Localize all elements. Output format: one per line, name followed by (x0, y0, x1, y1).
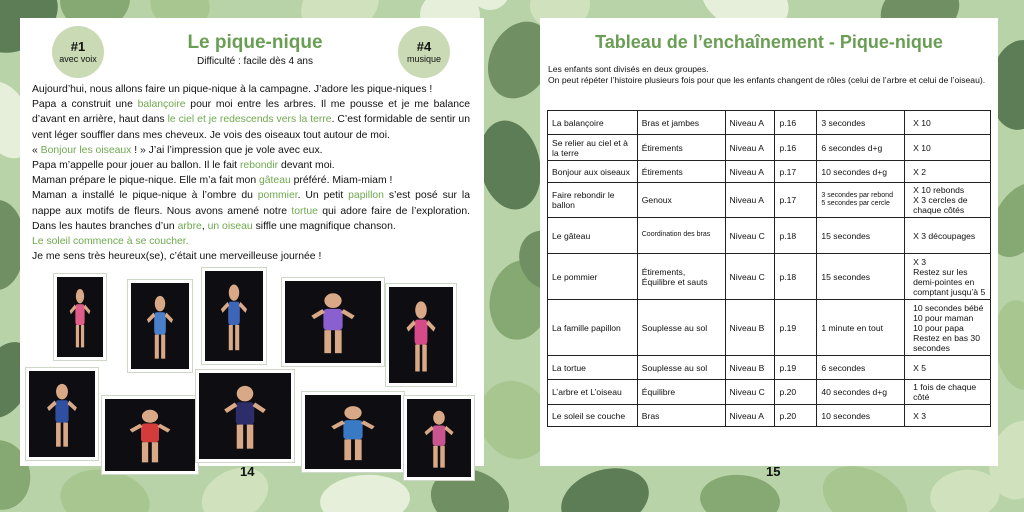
table-row (548, 161, 991, 183)
story-line: Aujourd’hui, nous allons faire un pique-nique à la campagne. J’adore les pique-niques ! (32, 84, 433, 95)
table-row (548, 300, 991, 356)
table-cell: Niveau A (725, 183, 775, 218)
table-cell: X 10 (905, 111, 991, 135)
table-cell: p.16 (775, 111, 817, 135)
left-page (20, 18, 484, 479)
sequence-table (547, 110, 991, 427)
exercise-photo (54, 274, 106, 360)
table-cell: Niveau A (725, 111, 775, 135)
table-cell: X 10 rebonds X 3 cercles de chaque côtés (905, 183, 991, 218)
exercise-photo (128, 280, 192, 372)
exercise-photo (196, 370, 294, 462)
exercise-photo (404, 396, 474, 480)
exercise-photo (202, 268, 266, 364)
table-row (548, 183, 991, 218)
table-cell: p.19 (775, 300, 817, 356)
story-paragraph: « Bonjour les oiseaux ! » J’ai l’impression que je vole avec eux. (32, 144, 323, 156)
badge-number: #1 (70, 38, 86, 54)
table-cell: p.20 (775, 380, 817, 405)
table-cell: 3 secondes (817, 111, 905, 135)
difficulty-label: Difficulté : facile dès 4 ans (197, 56, 313, 67)
exercise-photo (102, 396, 198, 474)
table-cell: 40 secondes d+g (817, 380, 905, 405)
table-cell: La famille papillon (548, 300, 638, 356)
table-cell: p.17 (775, 161, 817, 183)
table-cell: 1 minute en tout (817, 300, 905, 356)
background-blob (318, 472, 411, 512)
table-cell: Niveau A (725, 161, 775, 183)
table-row (548, 111, 991, 135)
table-row (548, 405, 991, 427)
table-cell: Le soleil se couche (548, 405, 638, 427)
story-line: Le soleil commence à se coucher. (32, 236, 189, 248)
page-title: Le pique-nique (187, 32, 323, 53)
table-cell: 10 secondes d+g (817, 161, 905, 183)
table-row (548, 254, 991, 300)
table-cell: Le pommier (548, 254, 638, 300)
table-cell: p.16 (775, 135, 817, 161)
table-cell: p.18 (775, 254, 817, 300)
table-cell: Souplesse au sol (637, 300, 725, 356)
table-cell: X 5 (905, 356, 991, 380)
badge-label: avec voix (59, 53, 97, 64)
table-cell: Souplesse au sol (637, 356, 725, 380)
table-cell: 3 secondes par rebond 5 secondes par cercle (817, 183, 905, 218)
table-cell: p.20 (775, 405, 817, 427)
table-cell: p.19 (775, 356, 817, 380)
table-row (548, 380, 991, 405)
table-row (548, 135, 991, 161)
story-line: Je me sens très heureux(se), c’était une merveilleuse journée ! (32, 251, 322, 263)
table-cell: Bras (637, 405, 725, 427)
table-cell: L’arbre et L’oiseau (548, 380, 638, 405)
story-paragraph: Maman a installé le pique-nique à l’ombre du pommier. Un petit papillon s’est posé sur la nappe aux motifs de fleurs. Nous avons amené notre tortue qui adore faire de l’exploration. Dans les hautes branches d’un arbre, un oiseau siffle une magnifique chanson. (32, 190, 470, 232)
story-paragraph: Maman prépare le pique-nique. Elle m’a fait mon gâteau préféré. Miam-miam ! (32, 175, 393, 187)
right-page (540, 18, 998, 479)
intro-line: Les enfants sont divisés en deux groupes. (548, 64, 709, 74)
exercise-photo (282, 278, 384, 366)
story-text (32, 82, 470, 264)
table-cell: Équilibre (637, 380, 725, 405)
table-cell: 15 secondes (817, 254, 905, 300)
table-title: Tableau de l’enchaînement - Pique-nique (595, 32, 943, 52)
exercise-photo (386, 284, 456, 386)
table-cell: Étirements, Équilibre et sauts (637, 254, 725, 300)
table-cell: Étirements (637, 135, 725, 161)
table-cell: Coordination des bras (637, 218, 725, 254)
table-cell: La tortue (548, 356, 638, 380)
table-cell: p.17 (775, 183, 817, 218)
badge-number: #4 (416, 38, 432, 54)
table-cell: X 10 (905, 135, 991, 161)
table-cell: Niveau B (725, 356, 775, 380)
voice-badge (52, 26, 104, 78)
table-cell: Niveau C (725, 254, 775, 300)
table-cell: Niveau C (725, 380, 775, 405)
table-cell: X 3 Restez sur les demi-pointes en comptant jusqu’à 5 (905, 254, 991, 300)
table-cell: 15 secondes (817, 218, 905, 254)
badge-label: musique (406, 53, 442, 64)
table-cell: 10 secondes bébé 10 pour maman 10 pour papa Restez en bas 30 secondes (905, 300, 991, 356)
intro-text (548, 64, 990, 86)
table-cell: Se relier au ciel et à la terre (548, 135, 638, 161)
table-cell: Genoux (637, 183, 725, 218)
story-paragraph: Papa a construit une balançoire pour moi entre les arbres. Il me pousse et je me balance d’avant en arrière, haut dans le ciel et je redescends vers la terre. C’est formidable de sentir un vent léger souffler dans mes cheveux. Je vois des oiseaux tout autour de moi. (32, 99, 470, 141)
table-cell: Niveau C (725, 218, 775, 254)
table-cell: La balançoire (548, 111, 638, 135)
table-cell: p.18 (775, 218, 817, 254)
music-badge (398, 26, 450, 78)
table-cell: 6 secondes (817, 356, 905, 380)
table-cell: Bras et jambes (637, 111, 725, 135)
table-row (548, 356, 991, 380)
page-number: 14 (240, 464, 255, 479)
intro-line: On peut répéter l’histoire plusieurs fois pour que les enfants changent de rôles (celui de l’arbre et celui de l’oiseau). (548, 75, 986, 85)
table-cell: X 3 découpages (905, 218, 991, 254)
table-cell: Niveau A (725, 405, 775, 427)
table-cell: 6 secondes d+g (817, 135, 905, 161)
table-cell: Niveau A (725, 135, 775, 161)
exercise-photo (302, 392, 404, 472)
table-row (548, 218, 991, 254)
table-cell: Le gâteau (548, 218, 638, 254)
table-cell: Faire rebondir le ballon (548, 183, 638, 218)
table-cell: X 2 (905, 161, 991, 183)
table-cell: Bonjour aux oiseaux (548, 161, 638, 183)
exercise-photo (26, 368, 98, 460)
table-cell: Étirements (637, 161, 725, 183)
table-cell: Niveau B (725, 300, 775, 356)
story-paragraph: Papa m’appelle pour jouer au ballon. Il le fait rebondir devant moi. (32, 160, 335, 172)
table-cell: 1 fois de chaque côté (905, 380, 991, 405)
table-cell: 10 secondes (817, 405, 905, 427)
table-cell: X 3 (905, 405, 991, 427)
page-number: 15 (766, 464, 781, 479)
